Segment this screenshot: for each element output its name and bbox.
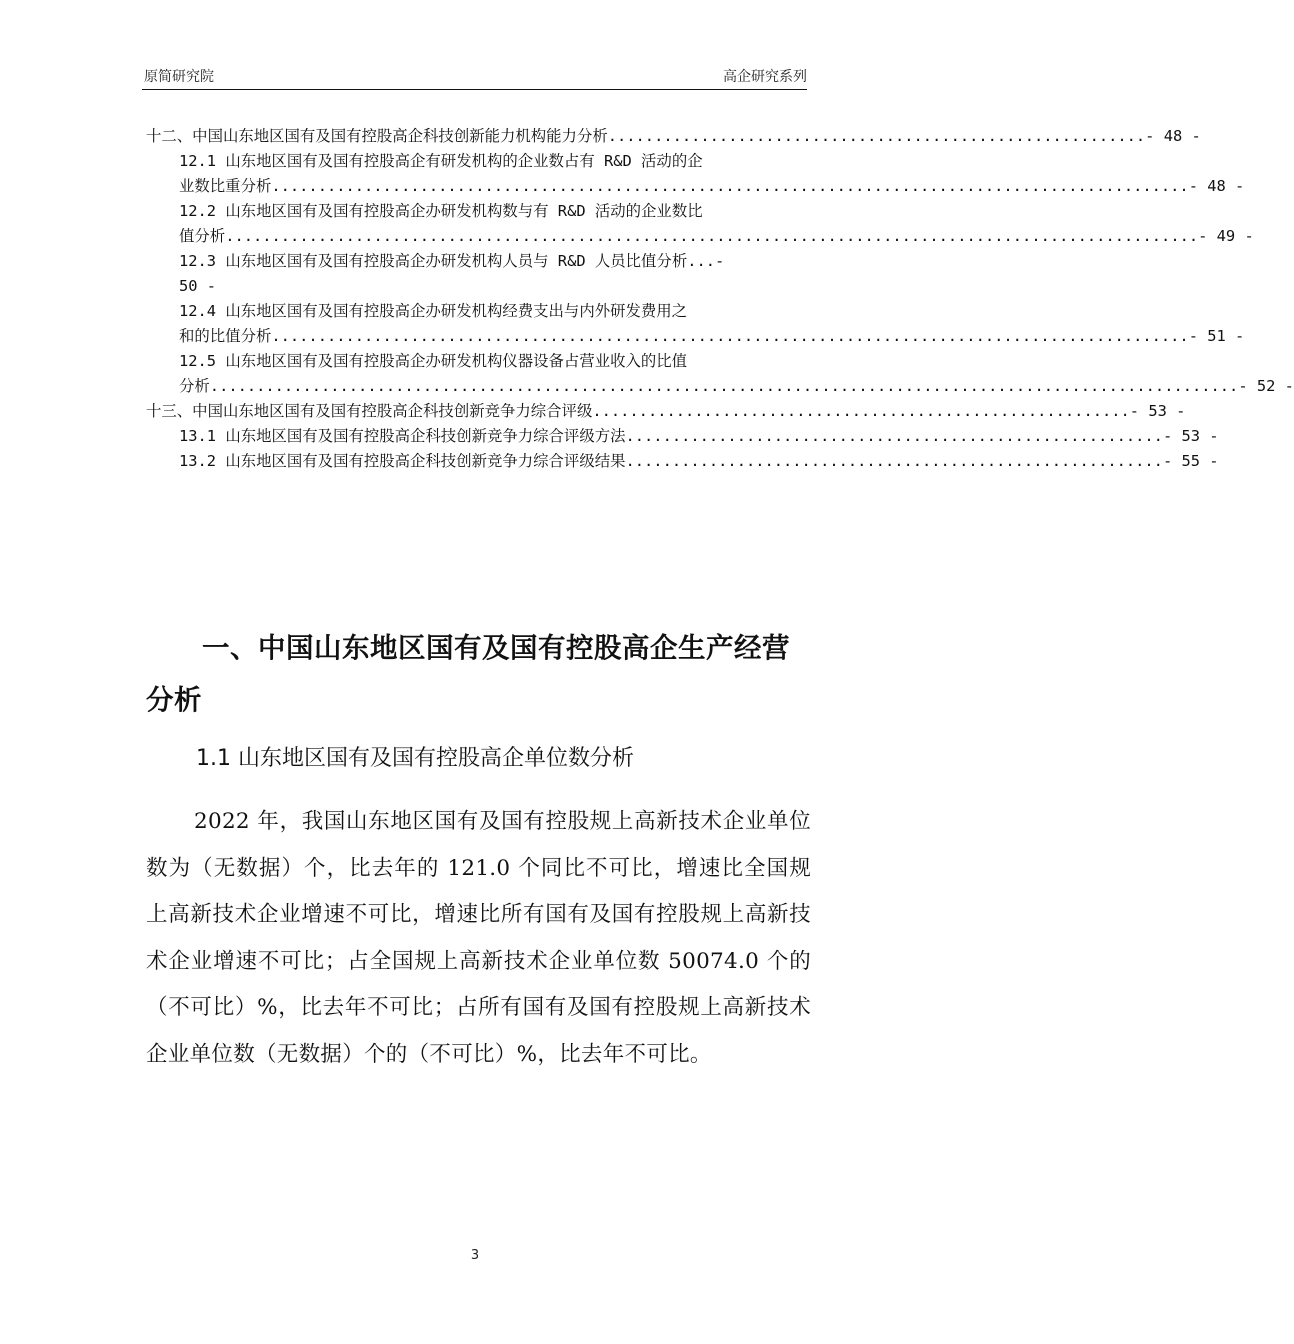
toc-leader-dots: .......................................................... — [625, 452, 1163, 470]
toc-entry-page: - 55 - — [1162, 452, 1219, 470]
toc-entry[interactable] — [146, 424, 1219, 449]
toc-leader-dots: .......................................................... — [592, 402, 1130, 420]
toc-entry[interactable] — [146, 374, 1294, 399]
toc-entry-page: - 53 - — [1129, 402, 1186, 420]
toc-entry[interactable] — [146, 324, 1245, 349]
toc-entry-text: 值分析 — [179, 227, 226, 245]
toc-entry[interactable] — [146, 174, 1245, 199]
toc-entry-text: 12.3 山东地区国有及国有控股高企办研发机构人员与 R&D 人员比值分析...- — [179, 252, 725, 270]
toc-entry-text: 12.1 山东地区国有及国有控股高企有研发机构的企业数占有 R&D 活动的企 — [179, 152, 703, 170]
toc-entry-text: 业数比重分析 — [179, 177, 272, 195]
toc-entry-page: - 51 - — [1188, 327, 1245, 345]
toc-entry[interactable] — [146, 399, 1186, 424]
toc-entry-text: 13.1 山东地区国有及国有控股高企科技创新竞争力综合评级方法 — [179, 427, 626, 445]
toc-leader-dots: .......................................................... — [625, 427, 1163, 445]
toc-entry[interactable] — [146, 199, 807, 224]
toc-entry[interactable] — [146, 124, 1201, 149]
toc-entry-page: - 49 - — [1198, 227, 1254, 245]
subsection-heading: 1.1 山东地区国有及国有控股高企单位数分析 — [196, 746, 634, 771]
toc-entry-text: 和的比值分析 — [179, 327, 272, 345]
toc-entry-text: 12.4 山东地区国有及国有控股高企办研发机构经费支出与内外研发费用之 — [179, 302, 688, 320]
header-right-text: 高企研究系列 — [723, 69, 807, 85]
toc-entry[interactable] — [146, 299, 807, 324]
toc-leader-dots: .......................................................... — [607, 127, 1146, 145]
toc-entry-page: - 53 - — [1162, 427, 1219, 445]
toc-leader-dots: ............................................................................................................... — [209, 377, 1239, 395]
toc-entry-text: 十三、中国山东地区国有及国有控股高企科技创新竞争力综合评级 — [146, 402, 593, 420]
header-divider — [142, 89, 807, 90]
toc-entry-text: 50 - — [179, 277, 217, 295]
toc-leader-dots: ................................................................................................... — [271, 177, 1189, 195]
toc-leader-dots: ......................................................................................................... — [225, 227, 1199, 245]
page-number: 3 — [470, 1248, 480, 1263]
toc-entry-text: 十二、中国山东地区国有及国有控股高企科技创新能力机构能力分析 — [146, 127, 608, 145]
toc-entry-page: - 48 - — [1188, 177, 1245, 195]
table-of-contents — [146, 124, 1294, 474]
toc-entry[interactable] — [146, 274, 807, 299]
toc-leader-dots: ................................................................................................... — [271, 327, 1189, 345]
toc-entry-text: 13.2 山东地区国有及国有控股高企科技创新竞争力综合评级结果 — [179, 452, 626, 470]
toc-entry-text: 12.5 山东地区国有及国有控股高企办研发机构仪器设备占营业收入的比值 — [179, 352, 688, 370]
toc-entry[interactable] — [146, 349, 807, 374]
toc-entry-text: 12.2 山东地区国有及国有控股高企办研发机构数与有 R&D 活动的企业数比 — [179, 202, 703, 220]
toc-entry[interactable] — [146, 224, 1254, 249]
section-heading: 一、中国山东地区国有及国有控股高企生产经营分析 — [146, 632, 790, 716]
header-left-text: 原简研究院 — [144, 69, 214, 85]
body-paragraph: 2022 年，我国山东地区国有及国有控股规上高新技术企业单位数为（无数据）个，比去年的 121.0 个同比不可比，增速比全国规上高新技术企业增速不可比，增速比所有国有及国有控股规上高新技术企业增速不可比；占全国规上高新技术企业单位数 50074.0 个的（不可比）%，比去年不可比；占所有国有及国有控股规上高新技术企业单位数（无数据）个的（不可比）%，比去年不可比。 — [146, 809, 811, 1067]
toc-entry[interactable] — [146, 249, 807, 274]
toc-entry-page: - 48 - — [1145, 127, 1201, 145]
toc-entry-text: 分析 — [179, 377, 210, 395]
toc-entry-page: - 52 - — [1238, 377, 1294, 395]
toc-entry[interactable] — [146, 449, 1219, 474]
toc-entry[interactable] — [146, 149, 807, 174]
